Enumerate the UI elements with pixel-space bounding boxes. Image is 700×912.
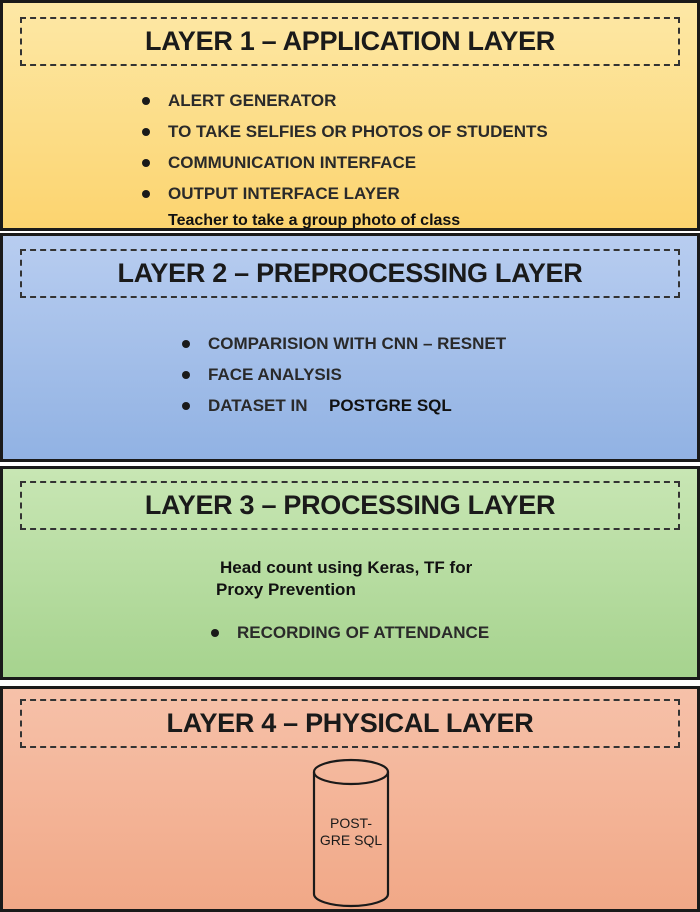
layer-4-title-box [20, 699, 680, 748]
layer-2-title-box [20, 249, 680, 298]
layer-1-title: LAYER 1 – APPLICATION LAYER [145, 26, 555, 56]
bullet-icon [142, 97, 150, 105]
layer-2-title: LAYER 2 – PREPROCESSING LAYER [117, 258, 583, 288]
list-item: DATASET IN [182, 390, 506, 421]
bullet-icon [142, 159, 150, 167]
bullet-icon [211, 629, 219, 637]
layer-3-processing [0, 466, 700, 680]
layer-3-list [211, 617, 489, 648]
database-label-line-1: POST- [329, 815, 373, 831]
bullet-icon [142, 128, 150, 136]
bullet-icon [142, 190, 150, 198]
list-item: COMPARISION WITH CNN – RESNET [182, 328, 506, 359]
list-item: RECORDING OF ATTENDANCE [211, 617, 489, 648]
bullet-icon [182, 340, 190, 348]
layer-1-application [0, 0, 700, 231]
layer-3-title: LAYER 3 – PROCESSING LAYER [144, 490, 556, 520]
layer-3-note-line-1: Head count using Keras, TF for [220, 558, 473, 577]
list-item: ALERT GENERATOR [142, 85, 548, 116]
layer-3-title-box [20, 481, 680, 530]
list-item: COMMUNICATION INTERFACE [142, 147, 548, 178]
layer-3-note-line-2: Proxy Prevention [216, 580, 356, 599]
bullet-icon [182, 402, 190, 410]
database-cylinder-icon [312, 758, 390, 908]
layer-1-note: Teacher to take a group photo of class [168, 212, 461, 229]
layer-2-preprocessing [0, 233, 700, 462]
layer-2-note: POSTGRE SQL [329, 396, 452, 415]
list-item: FACE ANALYSIS [182, 359, 506, 390]
layer-1-list [142, 85, 548, 209]
layer-4-title: LAYER 4 – PHYSICAL LAYER [166, 708, 534, 738]
list-item: TO TAKE SELFIES OR PHOTOS OF STUDENTS [142, 116, 548, 147]
bullet-icon [182, 371, 190, 379]
layer-1-title-box [20, 17, 680, 66]
list-item: OUTPUT INTERFACE LAYER [142, 178, 548, 209]
database-label-line-2: GRE SQL [319, 832, 383, 848]
